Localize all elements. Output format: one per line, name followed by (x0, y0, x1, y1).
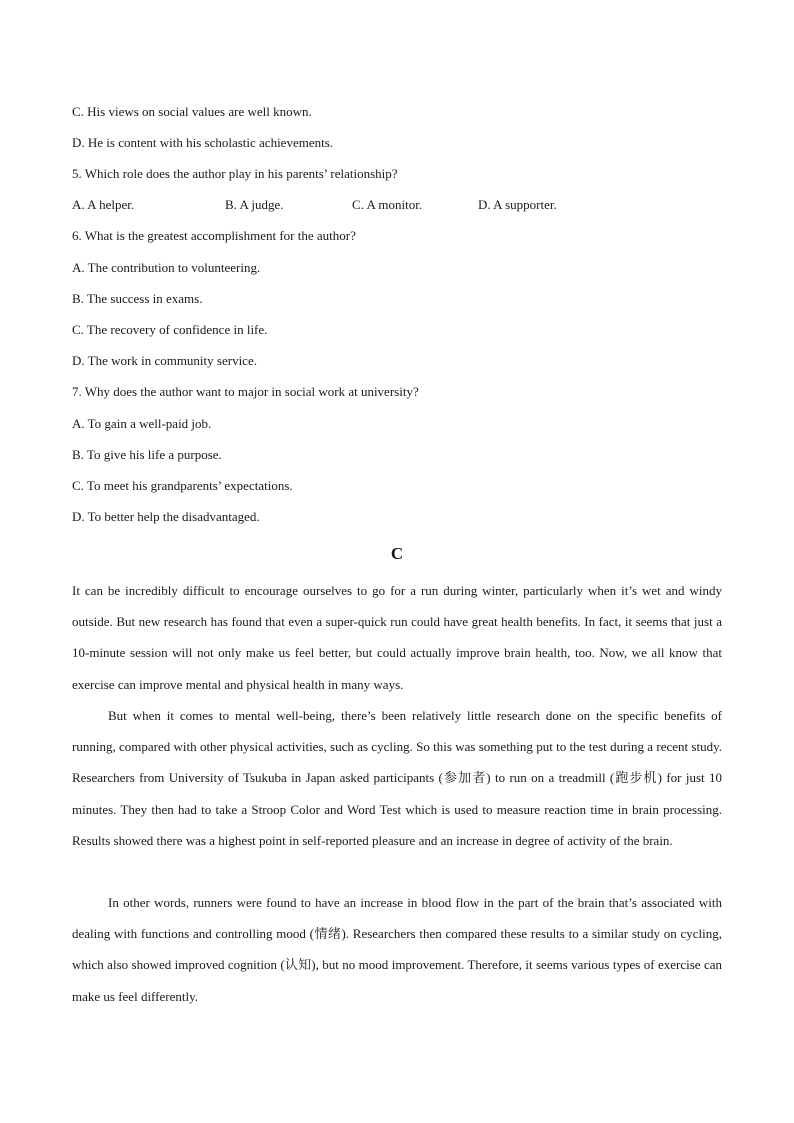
passage-paragraph-1: It can be incredibly difficult to encourage ourselves to go for a run during winter, particularly when it’s wet and windy outside. But new research has found that even a super-quick run could have great health benefits. In fact, it seems that just a 10-minute session will not only make us feel better, but could actually improve brain health, too. Now, we all know that exercise can improve mental and physical health in many ways. (72, 583, 722, 692)
option-7a: A. To gain a well-paid job. (72, 416, 212, 431)
passage-paragraph-2: But when it comes to mental well-being, there’s been relatively little research done on the specific benefits of running, compared with other physical activities, such as cycling. So this was something put to the test during a recent study. Researchers from University of Tsukuba in Japan asked participants (参加者) to run on a treadmill (跑步机) for just 10 minutes. They then had to take a Stroop Color and Word Test which is used to measure reaction time in brain processing. Results showed there was a highest point in self-reported pleasure and an increase in degree of activity of the brain. (72, 708, 722, 848)
option-4c: C. His views on social values are well known. (72, 104, 312, 119)
option-5d: D. A supporter. (478, 197, 557, 212)
option-5a: A. A helper. (72, 197, 135, 212)
option-5c: C. A monitor. (352, 197, 423, 212)
option-7b: B. To give his life a purpose. (72, 447, 222, 462)
option-5b: B. A judge. (225, 197, 284, 212)
question-6: 6. What is the greatest accomplishment for the author? (72, 228, 356, 243)
option-4d: D. He is content with his scholastic achievements. (72, 135, 334, 150)
option-6b: B. The success in exams. (72, 291, 203, 306)
option-6a: A. The contribution to volunteering. (72, 260, 261, 275)
option-7d: D. To better help the disadvantaged. (72, 509, 260, 524)
question-7: 7. Why does the author want to major in social work at university? (72, 384, 419, 399)
question-5: 5. Which role does the author play in his parents’ relationship? (72, 166, 398, 181)
option-6d: D. The work in community service. (72, 353, 257, 368)
option-7c: C. To meet his grandparents’ expectations. (72, 478, 293, 493)
question-5-options (72, 197, 722, 213)
passage-paragraph-3: In other words, runners were found to have an increase in blood flow in the part of the brain that’s associated with dealing with functions and controlling mood (情绪). Researchers then compared these results to a similar study on cycling, which also showed improved cognition (认知), but no mood improvement. Therefore, it seems various types of exercise can make us feel differently. (72, 895, 722, 1004)
section-heading: C (390, 544, 404, 563)
option-6c: C. The recovery of confidence in life. (72, 322, 268, 337)
